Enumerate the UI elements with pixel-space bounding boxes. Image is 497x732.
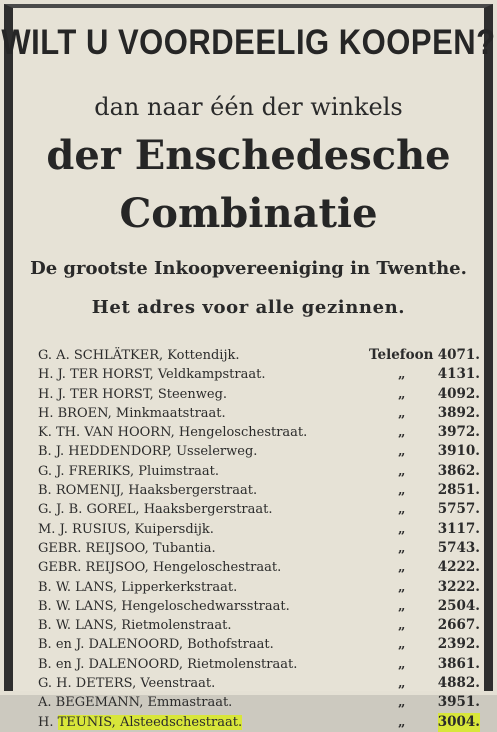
store-name: B. en J. DALENOORD, Rietmolenstraat. xyxy=(38,656,298,672)
phone-number: 3861. xyxy=(437,655,480,672)
store-row xyxy=(38,385,480,404)
store-name: A. BEGEMANN, Emmastraat. xyxy=(38,695,233,711)
phone-number: 4222. xyxy=(437,559,480,576)
ditto-mark: „ xyxy=(398,656,406,672)
store-name: H. BROEN, Minkmaatstraat. xyxy=(38,405,226,421)
phone-number: 4882. xyxy=(437,675,480,692)
headline: WILT U VOORDEELIG KOOPEN? xyxy=(1,22,496,63)
store-name: H. J. TER HORST, Steenweg. xyxy=(38,386,228,402)
ditto-mark: „ xyxy=(398,579,406,595)
phone-number: 3910. xyxy=(437,443,480,460)
highlighted-store-name: TEUNIS, Alsteedschestraat. xyxy=(57,714,243,730)
store-row-highlighted xyxy=(38,713,480,732)
title-line-2: Combinatie xyxy=(119,190,378,237)
phone-number: 5743. xyxy=(437,539,480,556)
ditto-mark: „ xyxy=(398,405,406,421)
store-list xyxy=(38,346,480,732)
store-row xyxy=(38,655,480,674)
ditto-mark: „ xyxy=(398,367,406,383)
ditto-mark: „ xyxy=(398,540,406,556)
store-name: G. H. DETERS, Veenstraat. xyxy=(38,676,216,692)
store-row xyxy=(38,423,480,442)
store-name: B. W. LANS, Lipperkerkstraat. xyxy=(38,579,238,595)
phone-number: 3862. xyxy=(437,462,480,479)
phone-number: 3972. xyxy=(437,424,480,441)
store-row xyxy=(38,635,480,654)
ditto-mark: „ xyxy=(398,463,406,479)
store-row xyxy=(38,693,480,712)
store-name: B. W. LANS, Hengeloschedwarsstraat. xyxy=(38,598,290,614)
store-name: B. W. LANS, Rietmolenstraat. xyxy=(38,618,232,634)
store-name: H. J. TER HORST, Veldkampstraat. xyxy=(38,367,266,383)
ditto-mark: „ xyxy=(398,714,406,730)
store-row xyxy=(38,558,480,577)
phone-number: 3951. xyxy=(437,694,480,711)
ditto-mark: „ xyxy=(398,521,406,537)
store-name: K. TH. VAN HOORN, Hengeloschestraat. xyxy=(38,425,308,441)
ditto-mark: „ xyxy=(398,425,406,441)
store-name: M. J. RUSIUS, Kuipersdijk. xyxy=(38,521,214,537)
ditto-mark: „ xyxy=(398,618,406,634)
store-name: B. ROMENIJ, Haaksbergerstraat. xyxy=(38,483,258,499)
ditto-mark: „ xyxy=(398,386,406,402)
store-row xyxy=(38,462,480,481)
store-row xyxy=(38,481,480,500)
ditto-mark: „ xyxy=(398,444,406,460)
store-row xyxy=(38,674,480,693)
ditto-mark: „ xyxy=(398,598,406,614)
phone-number: 3117. xyxy=(437,520,480,537)
store-name xyxy=(38,713,242,732)
highlighted-phone-number: 3004. xyxy=(437,713,480,730)
phone-number: 2392. xyxy=(437,636,480,653)
phone-number: 5757. xyxy=(437,501,480,518)
tagline-2: Het adres voor alle gezinnen. xyxy=(91,297,406,318)
ditto-mark: „ xyxy=(398,676,406,692)
ditto-mark: „ xyxy=(398,695,406,711)
store-row xyxy=(38,597,480,616)
ditto-mark: „ xyxy=(398,637,406,653)
store-row xyxy=(38,346,480,365)
store-row xyxy=(38,404,480,423)
subheadline: dan naar één der winkels xyxy=(94,93,403,121)
store-name: B. J. HEDDENDORP, Usselerweg. xyxy=(38,444,258,460)
store-row xyxy=(38,578,480,597)
store-name: G. J. FRERIKS, Pluimstraat. xyxy=(38,463,220,479)
store-name: GEBR. REIJSOO, Hengeloschestraat. xyxy=(38,560,282,576)
store-row xyxy=(38,365,480,384)
phone-number: 2851. xyxy=(437,482,480,499)
store-row xyxy=(38,520,480,539)
phone-number: 2667. xyxy=(437,617,480,634)
store-row xyxy=(38,616,480,635)
store-name: B. en J. DALENOORD, Bothofstraat. xyxy=(38,637,274,653)
phone-number: 4131. xyxy=(437,366,480,383)
store-row xyxy=(38,539,480,558)
phone-label: Telefoon xyxy=(369,347,434,363)
store-row xyxy=(38,442,480,461)
phone-number: 2504. xyxy=(437,597,480,614)
phone-number: 4092. xyxy=(437,385,480,402)
store-name-prefix: H. xyxy=(38,714,58,730)
tagline-1: De grootste Inkoopvereeniging in Twenthe. xyxy=(30,258,467,279)
ditto-mark: „ xyxy=(398,502,406,518)
phone-number: 3892. xyxy=(437,404,480,421)
phone-number: 4071. xyxy=(437,347,480,363)
store-name: GEBR. REIJSOO, Tubantia. xyxy=(38,540,216,556)
ditto-mark: „ xyxy=(398,483,406,499)
ditto-mark: „ xyxy=(398,560,406,576)
store-row xyxy=(38,500,480,519)
title-line-1: der Enschedesche xyxy=(46,132,451,179)
store-name: G. A. SCHLÄTKER, Kottendijk. xyxy=(38,348,240,363)
phone-number: 3222. xyxy=(437,578,480,595)
store-name: G. J. B. GOREL, Haaksbergerstraat. xyxy=(38,502,273,518)
